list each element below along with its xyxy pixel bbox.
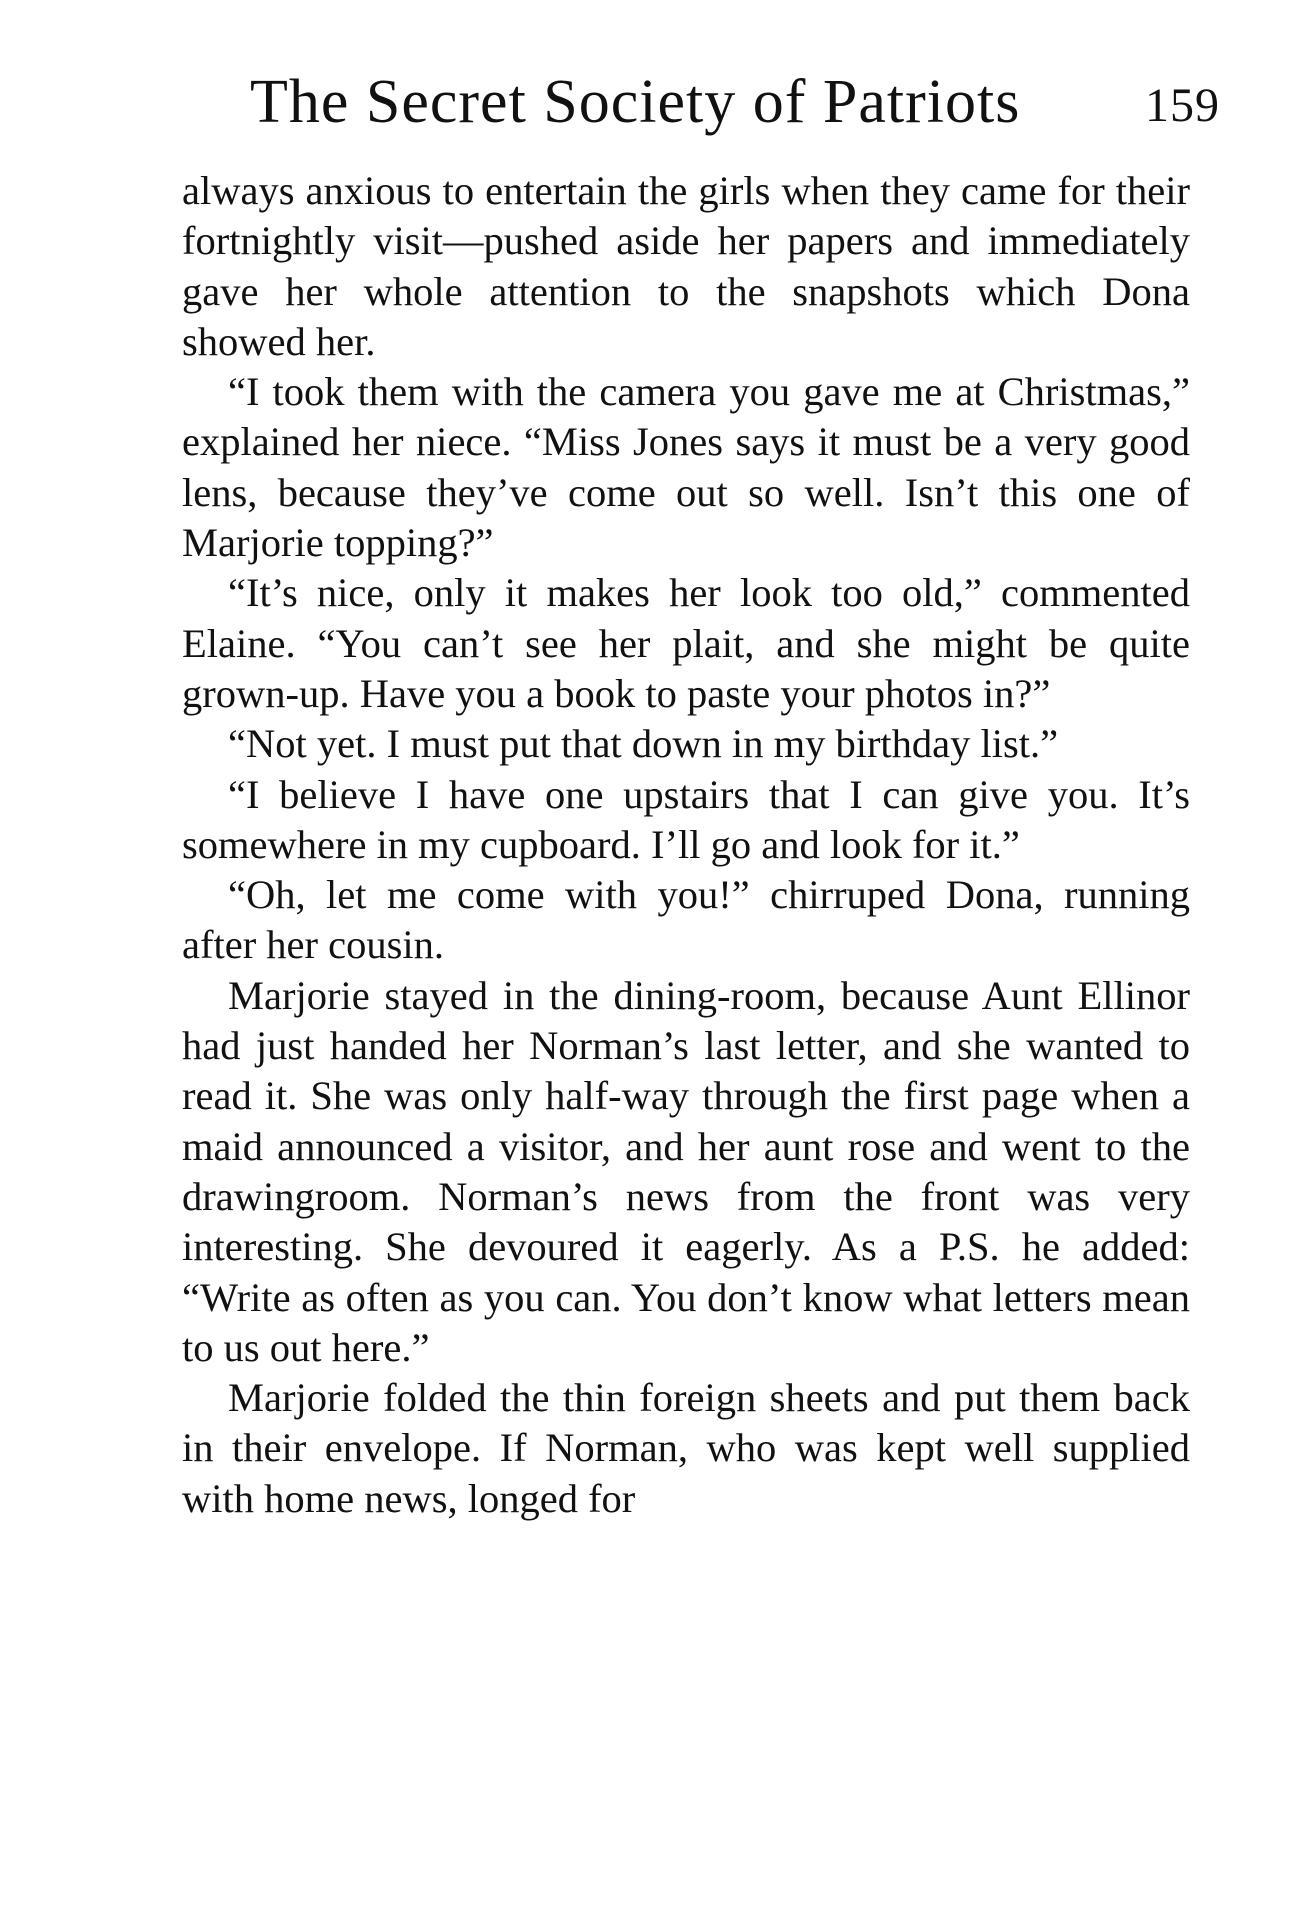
paragraph: “Oh, let me come with you!” chirruped Dona, running after her cousin.	[182, 872, 1190, 968]
paragraph-continuation: always anxious to entertain the girls when they came for their fortnightly visit—pushed aside her papers and immediately gave her whole attention to the snapshots which Dona showed her.	[182, 168, 1190, 364]
body-text	[182, 166, 1190, 1524]
page-number: 159	[1145, 79, 1220, 132]
running-title: The Secret Society of Patriots	[250, 68, 1021, 136]
paragraph: “I believe I have one upstairs that I can give you. It’s somewhere in my cupboard. I’ll go and look for it.”	[182, 771, 1190, 867]
paragraph: “It’s nice, only it makes her look too old,” commented Elaine. “You can’t see her plait, and she might be quite grown-up. Have you a book to paste your photos in?”	[182, 570, 1190, 716]
paragraph: Marjorie folded the thin foreign sheets and put them back in their envelope. If Norman, who was kept well supplied with home news, longed for	[182, 1375, 1190, 1521]
running-header	[250, 62, 1220, 142]
paragraph: “I took them with the camera you gave me at Christmas,” explained her niece. “Miss Jones says it must be a very good lens, because they’ve come out so well. Isn’t this one of Marjorie topping?”	[182, 369, 1190, 566]
paragraph: Marjorie stayed in the dining-room, because Aunt Ellinor had just handed her Norman’s last letter, and she wanted to read it. She was only half-way through the first page when a maid announced a visitor, and her aunt rose and went to the drawingroom. Norman’s news from the front was very interesting. She devoured it eagerly. As a P.S. he added: “Write as often as you can. You don’t know what letters mean to us out here.”	[182, 972, 1190, 1370]
paragraph: “Not yet. I must put that down in my birthday list.”	[228, 721, 1059, 767]
